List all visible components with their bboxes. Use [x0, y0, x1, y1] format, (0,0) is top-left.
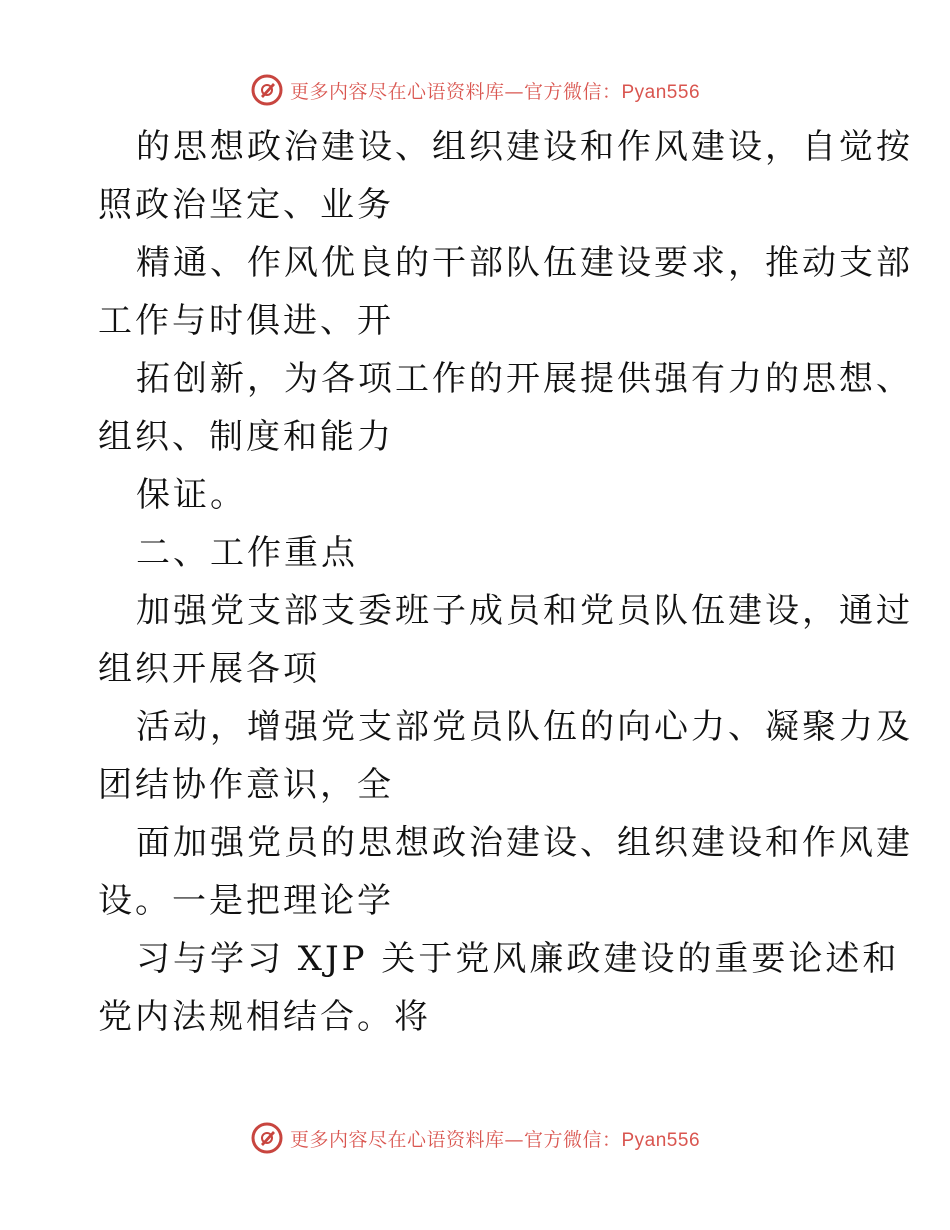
watermark-text: 更多内容尽在心语资料库—官方微信：Pyan556	[289, 1128, 701, 1151]
body-line-15: 习与学习 XJP 关于党风廉政建设的重要论述和	[136, 939, 900, 979]
body-line-10: 组织开展各项	[98, 649, 320, 689]
body-line-16: 党内法规相结合。将	[98, 997, 431, 1037]
header-watermark	[0, 70, 950, 110]
section-heading: 二、工作重点	[136, 533, 358, 573]
body-line-11: 活动，增强党支部党员队伍的向心力、凝聚力及	[136, 707, 913, 747]
body-line-14: 设。一是把理论学	[98, 881, 394, 921]
watermark-text: 更多内容尽在心语资料库—官方微信：Pyan556	[289, 80, 701, 103]
body-line-7: 保证。	[136, 475, 247, 515]
body-line-1: 的思想政治建设、组织建设和作风建设，自觉按	[136, 127, 913, 167]
body-line-5: 拓创新，为各项工作的开展提供强有力的思想、	[136, 359, 913, 399]
body-line-4: 工作与时俱进、开	[98, 301, 394, 341]
logo-icon	[250, 73, 284, 107]
body-line-2: 照政治坚定、业务	[98, 185, 394, 225]
body-line-3: 精通、作风优良的干部队伍建设要求，推动支部	[136, 243, 913, 283]
body-line-9: 加强党支部支委班子成员和党员队伍建设，通过	[136, 591, 913, 631]
body-line-12: 团结协作意识，全	[98, 765, 394, 805]
document-body	[98, 118, 913, 1046]
footer-watermark	[0, 1118, 950, 1158]
logo-icon	[250, 1121, 284, 1155]
body-line-13: 面加强党员的思想政治建设、组织建设和作风建	[136, 823, 913, 863]
body-line-6: 组织、制度和能力	[98, 417, 394, 457]
